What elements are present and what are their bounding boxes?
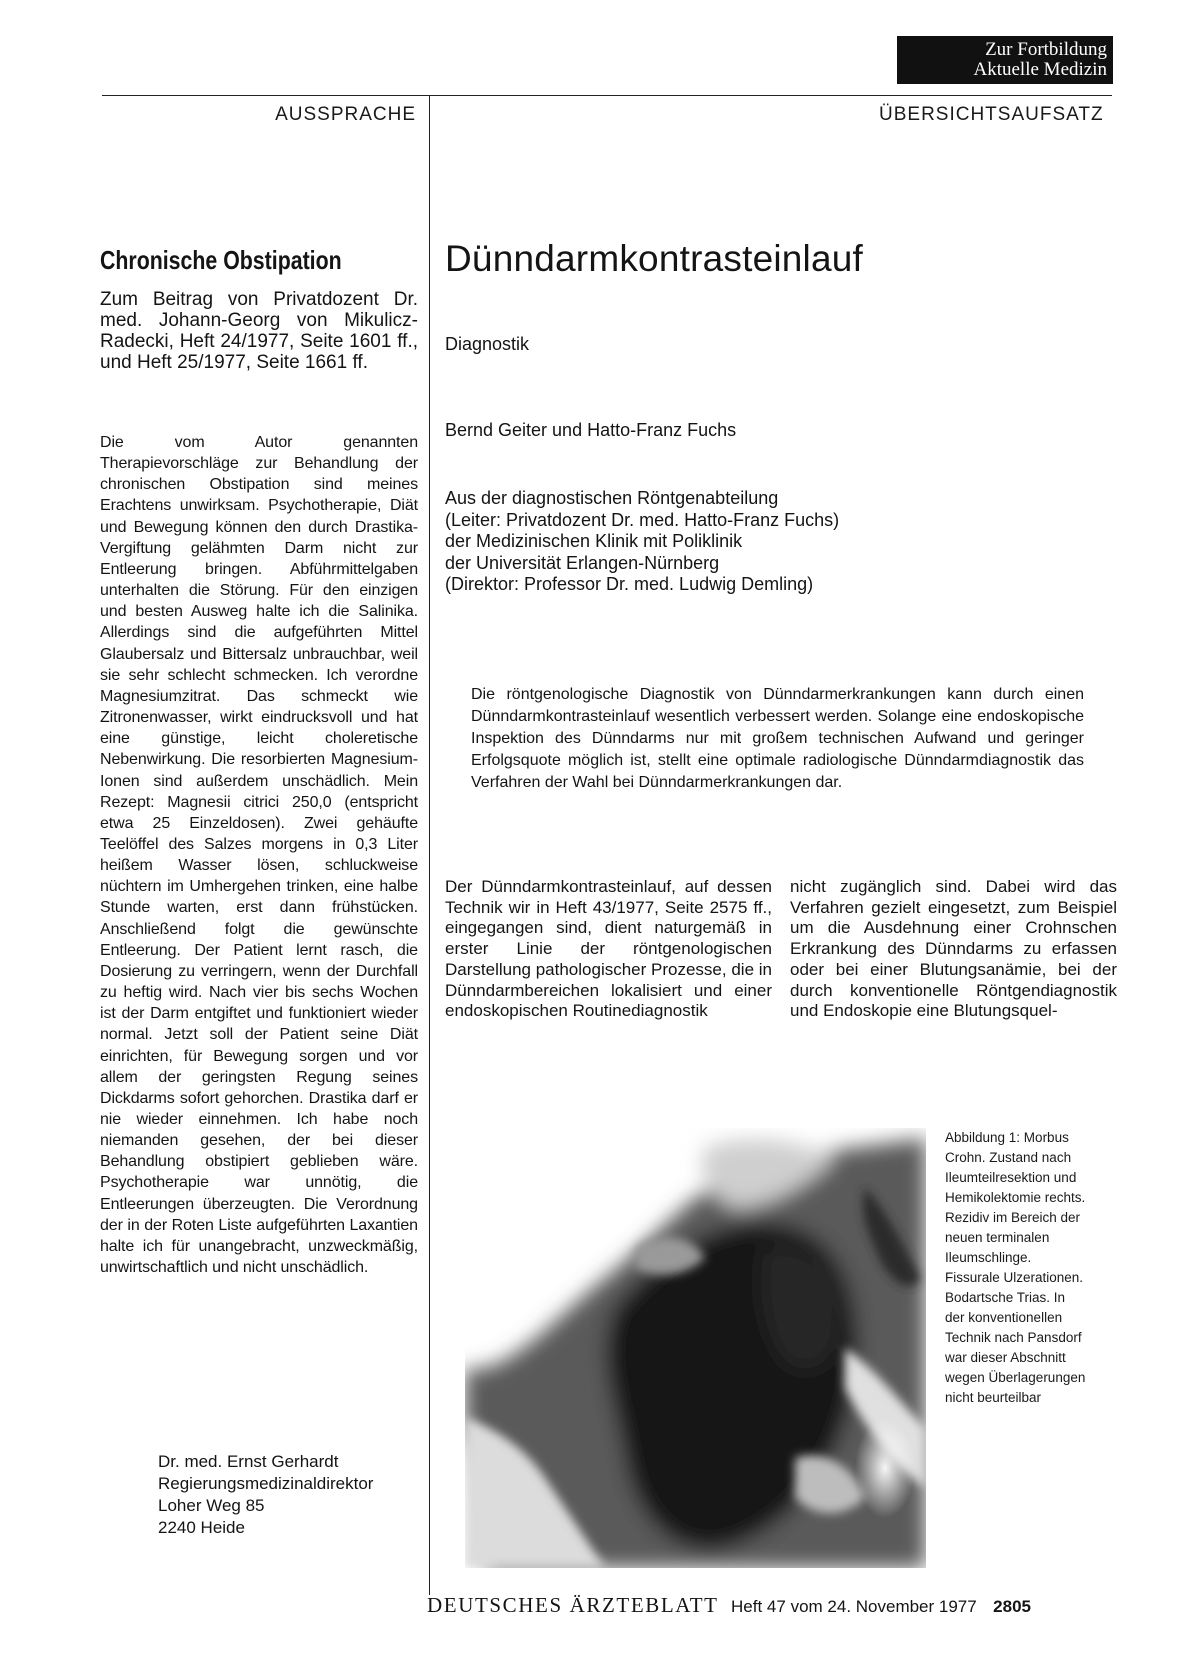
left-article-signature: [158, 1451, 373, 1539]
issue-info: Heft 47 vom 24. November 1977: [731, 1597, 977, 1616]
right-section-label: ÜBERSICHTSAUFSATZ: [879, 104, 1104, 125]
journal-name: DEUTSCHES ÄRZTEBLATT: [427, 1593, 719, 1617]
page-number: 2805: [993, 1597, 1031, 1616]
signature-name: Dr. med. Ernst Gerhardt: [158, 1452, 339, 1471]
article-abstract: Die röntgenologische Diagnostik von Dünndarmerkrankungen kann durch einen Dünndarmkontrasteinlauf wesentlich verbessert werden. Solange eine endoskopische Inspektion des Dünndarms nur mit großem technischen Aufwand und geringer Erfolgsquote möglich ist, stellt eine optimale radiologische Dünndarmdiagnostik das Verfahren der Wahl bei Dünndarmerkrankungen dar.: [471, 686, 1084, 791]
article-title: Dünndarmkontrasteinlauf: [445, 238, 863, 279]
left-article-body: Die vom Autor genannten Therapievorschläge zur Behandlung der chronischen Obstipation sind meines Erachtens unwirksam. Psychotherapie, Diät und Bewegung können den durch Drastika-Vergiftung gelähmten Darm nicht zur Entleerung bringen. Abführmittelgaben unterhalten die Störung. Für den einzigen und besten Ausweg halte ich die Salinika. Allerdings sind die aufgeführten Mittel Glaubersalz und Bittersalz unbrauchbar, weil sie sehr schlecht schmecken. Ich verordne Magnesiumzitrat. Das schmeckt wie Zitronenwasser, wirkt eindrucksvoll und hat eine günstige, leicht choleretische Nebenwirkung. Die resorbierten Magnesium-Ionen sind außerdem unschädlich. Mein Rezept: Magnesii citrici 250,0 (entspricht etwa 25 Einzeldosen). Zwei gehäufte Teelöffel des Salzes morgens in 0,3 Liter heißem Wasser lösen, schluckweise nüchtern im Umhergehen trinken, eine halbe Stunde warten, erst dann frühstücken. Anschließend folgt die gewünschte Entleerung. Der Patient lernt rasch, die Dosierung zu verringern, wenn der Durchfall zu heftig wird. Nach vier bis sechs Wochen ist der Darm entgiftet und funktioniert wieder normal. Jetzt soll der Patient seine Diät einrichten, für Bewegung sorgen und vor allem der geringsten Regung seines Dickdarms sofort gehorchen. Drastika darf er nie wieder einnehmen. Ich habe noch niemanden gesehen, der bei dieser Behandlung obstipiert geblieben wäre. Psychotherapie war unnötig, die Entleerungen überzeugten. Die Verordnung der in der Roten Liste aufgeführten Laxantien halte ich für unangebracht, unzweckmäßig, unwirtschaftlich und nicht unschädlich.: [100, 434, 418, 1277]
xray-figure: [465, 1128, 926, 1568]
article-body-column-2: nicht zugänglich sind. Dabei wird das Verfahren gezielt eingesetzt, zum Beispiel um die Ausdehnung einer Crohnschen Erkrankung des Dünndarms zu erfassen oder bei einer Blutungsanämie, bei der durch konventionelle Röntgendiagnostik und Endoskopie eine Blutungsquel-: [790, 877, 1117, 1021]
affiliation-line: (Direktor: Professor Dr. med. Ludwig Demling): [445, 574, 814, 595]
badge-line-2: Aktuelle Medizin: [973, 59, 1107, 80]
badge-line-1: Zur Fortbildung: [985, 39, 1107, 60]
signature-street: Loher Weg 85: [158, 1496, 265, 1515]
affiliation-line: der Universität Erlangen-Nürnberg: [445, 552, 720, 573]
left-article-title: Chronische Obstipation: [100, 245, 342, 275]
top-rule: [102, 95, 1112, 96]
signature-title: Regierungsmedizinaldirektor: [158, 1474, 374, 1493]
left-section-label: AUSSPRACHE: [275, 104, 416, 125]
article-subtitle: Diagnostik: [445, 334, 530, 354]
signature-city: 2240 Heide: [158, 1518, 245, 1537]
article-body-column-1: Der Dünndarmkontrasteinlauf, auf dessen Technik wir in Heft 43/1977, Seite 2575 ff., eingegangen sind, dient naturgemäß in erster Linie der röntgenologischen Darstellung pathologischer Prozesse, die in Dünndarmbereichen lokalisiert und einer endoskopischen Routinediagnostik: [445, 877, 772, 1021]
article-authors: Bernd Geiter und Hatto-Franz Fuchs: [445, 420, 737, 440]
article-affiliation: [445, 488, 839, 596]
section-badge: [897, 36, 1113, 84]
figure-caption: Abbildung 1: Morbus Crohn. Zustand nach Ileumteilresektion und Hemikolektomie rechts. Rezidiv im Bereich der neuen terminalen Ileumschlinge. Fissurale Ulzerationen. Bodartsche Trias. In der konventionellen Technik nach Pansdorf war dieser Abschnitt wegen Überlagerungen nicht beurteilbar: [945, 1130, 1086, 1405]
affiliation-line: Aus der diagnostischen Röntgenabteilung: [445, 488, 779, 508]
page-footer: [427, 1593, 1031, 1618]
affiliation-line: der Medizinischen Klinik mit Poliklinik: [445, 531, 743, 552]
column-divider: [429, 95, 430, 1595]
affiliation-line: (Leiter: Privatdozent Dr. med. Hatto-Franz Fuchs): [445, 509, 840, 530]
left-article-intro: Zum Beitrag von Privatdozent Dr. med. Johann-Georg von Mikulicz-Radecki, Heft 24/1977, Seite 1601 ff., und Heft 25/1977, Seite 1661 ff.: [100, 289, 418, 373]
